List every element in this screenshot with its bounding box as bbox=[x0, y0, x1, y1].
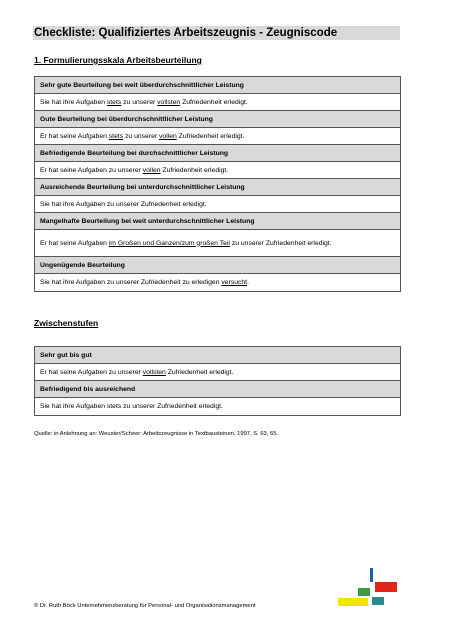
emphasized-phrase: stets bbox=[108, 132, 124, 140]
row-header: Befriedigende Beurteilung bei durchschnittlicher Leistung bbox=[34, 145, 401, 162]
logo-green-block bbox=[358, 588, 370, 596]
table-row bbox=[34, 347, 401, 381]
intermediate-table bbox=[34, 346, 401, 416]
text-fragment: zu unserer bbox=[121, 98, 158, 106]
source-note: Quelle: in Anlehnung an: Weuster/Scheer: Arbeitszeugnisse in Textbausteinen, 1997, S. 63, 65. bbox=[34, 431, 279, 437]
rating-table bbox=[34, 76, 401, 292]
row-header: Befriedigend bis ausreichend bbox=[34, 381, 401, 398]
emphasized-phrase: vollen bbox=[159, 132, 177, 140]
page-title: Checkliste: Qualifiziertes Arbeitszeugnis - Zeugniscode bbox=[33, 26, 400, 40]
text-fragment: Sie hat ihre Aufgaben bbox=[40, 98, 107, 106]
table-row bbox=[34, 111, 401, 145]
emphasized-phrase: im Großen und Ganzen/zum großen Teil bbox=[108, 239, 230, 247]
text-fragment: Sie hat ihre Aufgaben zu unserer Zufriedenheit erledigt. bbox=[40, 200, 207, 208]
row-header: Sehr gute Beurteilung bei weit überdurchschnittlicher Leistung bbox=[34, 77, 401, 94]
section-heading-zwischenstufen: Zwischenstufen bbox=[34, 318, 99, 328]
text-fragment: Er hat seine Aufgaben zu unserer bbox=[40, 166, 143, 174]
row-header: Gute Beurteilung bei überdurchschnittlicher Leistung bbox=[34, 111, 401, 128]
logo-yellow-bar bbox=[338, 598, 368, 606]
row-header: Mangelhafte Beurteilung bei weit unterdurchschnittlicher Leistung bbox=[34, 213, 401, 230]
row-text bbox=[34, 398, 401, 415]
text-fragment: Zufriedenheit erledigt. bbox=[180, 98, 248, 106]
row-text bbox=[34, 230, 401, 257]
emphasized-phrase: versucht bbox=[221, 279, 248, 286]
text-fragment: . bbox=[247, 279, 249, 286]
logo-blue-bar bbox=[370, 568, 373, 582]
logo-red-block bbox=[375, 582, 397, 592]
row-text bbox=[34, 196, 401, 213]
table-row bbox=[34, 145, 401, 179]
row-text bbox=[34, 274, 401, 291]
text-fragment: zu unserer Zufriedenheit erledigt. bbox=[229, 239, 332, 247]
text-fragment: Er hat seine Aufgaben zu unserer bbox=[40, 368, 143, 376]
text-fragment: Sie hat ihre Aufgaben stets zu unserer Zufriedenheit erledigt. bbox=[40, 403, 223, 410]
text-fragment: zu unserer bbox=[123, 132, 160, 140]
text-fragment: Zufriedenheit erledigt. bbox=[176, 132, 245, 140]
text-fragment: Sie hat ihre Aufgaben zu unserer Zufriedenheit zu erledigen bbox=[40, 279, 222, 286]
text-fragment: Er hat seine Aufgaben bbox=[40, 239, 109, 247]
table-row bbox=[34, 179, 401, 213]
row-text bbox=[34, 162, 401, 179]
row-text bbox=[34, 94, 401, 111]
row-header: Sehr gut bis gut bbox=[34, 347, 401, 364]
table-row bbox=[34, 213, 401, 257]
table-row bbox=[34, 257, 401, 291]
emphasized-phrase: vollen bbox=[142, 166, 161, 174]
emphasized-phrase: vollsten bbox=[157, 98, 181, 106]
emphasized-phrase: vollsten bbox=[142, 368, 166, 376]
row-header: Ungenügende Beurteilung bbox=[34, 257, 401, 274]
table-row bbox=[34, 381, 401, 415]
row-header: Ausreichende Beurteilung bei unterdurchschnittlicher Leistung bbox=[34, 179, 401, 196]
row-text bbox=[34, 364, 401, 381]
text-fragment: Er hat seine Aufgaben bbox=[40, 132, 109, 140]
table-row bbox=[34, 77, 401, 111]
emphasized-phrase: stets bbox=[106, 98, 122, 106]
footer-copyright: © Dr. Ruth Böck Unternehmensberatung für Personal- und Organisationsmanagement bbox=[34, 603, 256, 609]
row-text bbox=[34, 128, 401, 145]
section-heading-formulierungsskala: 1. Formulierungsskala Arbeitsbeurteilung bbox=[34, 55, 202, 65]
text-fragment: Zufriedenheit erledigt. bbox=[160, 166, 229, 174]
logo-teal-block bbox=[372, 597, 384, 605]
text-fragment: Zufriedenheit erledigt. bbox=[165, 368, 234, 376]
